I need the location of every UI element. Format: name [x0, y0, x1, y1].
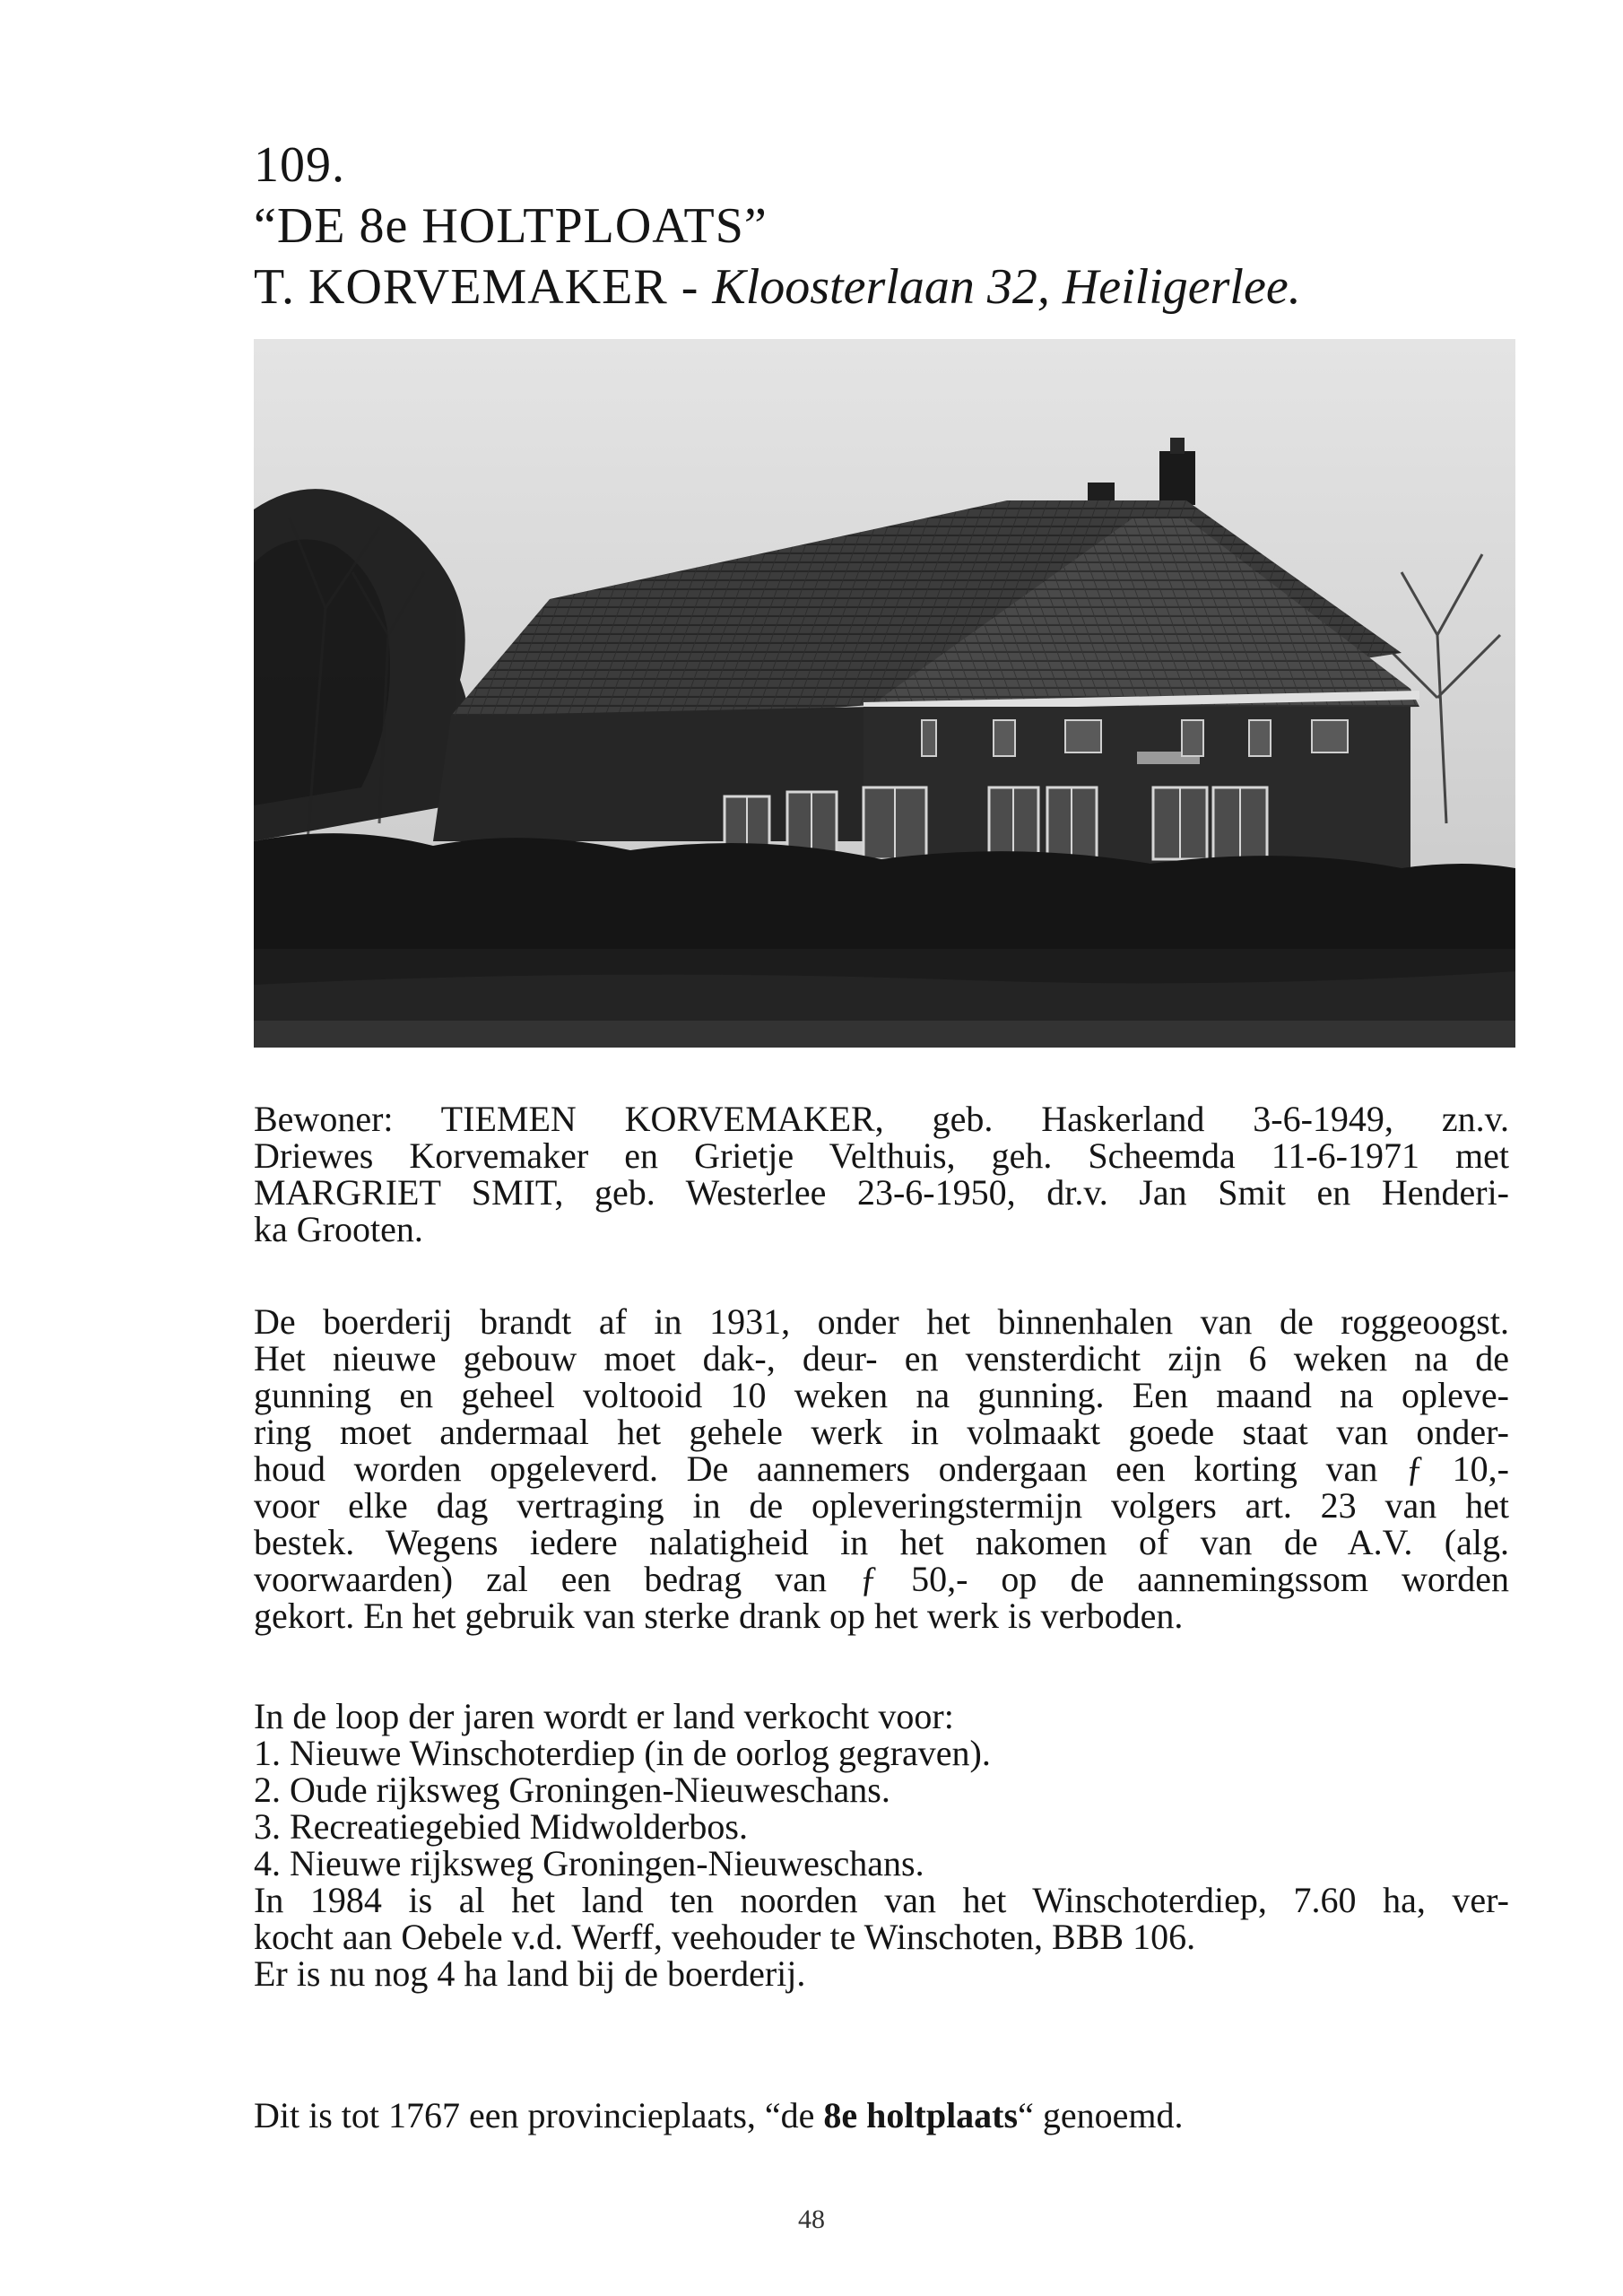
- text-line: Driewes Korvemaker en Grietje Velthuis, geh. Scheemda 11-6-1971 met: [254, 1135, 1509, 1176]
- text-line: MARGRIET SMIT, geb. Westerlee 23-6-1950, dr.v. Jan Smit en Henderi-: [254, 1172, 1509, 1213]
- closing-text-before: Dit is tot 1767 een provincieplaats, “de: [254, 2095, 824, 2135]
- owner-address: Kloosterlaan 32, Heiligerlee.: [712, 259, 1301, 315]
- closing-text-after: “ genoemd.: [1018, 2095, 1184, 2135]
- text-line: gekort. En het gebruik van sterke drank op het werk is verboden.: [254, 1596, 1184, 1636]
- text-line: In 1984 is al het land ten noorden van het Winschoterdiep, 7.60 ha, ver-: [254, 1880, 1509, 1920]
- list-item: 2. Oude rijksweg Groningen-Nieuweschans.: [254, 1770, 890, 1810]
- text-line: ka Grooten.: [254, 1209, 423, 1249]
- text-line: [254, 2097, 1509, 2134]
- text-line: voor elke dag vertraging in de opleveringstermijn volgers art. 23 van het: [254, 1485, 1509, 1526]
- farmhouse-photo-graphic: [254, 339, 1515, 1048]
- owner-name: T. KORVEMAKER: [254, 259, 668, 315]
- text-line: Er is nu nog 4 ha land bij de boerderij.: [254, 1953, 806, 1994]
- history-paragraph: [254, 1303, 1509, 1634]
- text-line: kocht aan Oebele v.d. Werff, veehouder te Winschoten, BBB 106.: [254, 1917, 1196, 1957]
- text-line: bestek. Wegens iedere nalatigheid in het nakomen of van de A.V. (alg.: [254, 1522, 1509, 1562]
- text-line: gunning en geheel voltooid 10 weken na gunning. Een maand na opleve-: [254, 1375, 1509, 1415]
- text-line: ring moet andermaal het gehele werk in volmaakt goede staat van onder-: [254, 1412, 1509, 1452]
- farm-name: “DE 8e HOLTPLOATS”: [254, 198, 768, 254]
- list-item: 1. Nieuwe Winschoterdiep (in de oorlog gegraven).: [254, 1733, 991, 1773]
- closing-text-bold: 8e holtplaats: [823, 2095, 1019, 2135]
- entry-number: 109.: [254, 137, 345, 193]
- entry-heading: [254, 135, 1419, 317]
- land-sales-paragraph: [254, 1698, 1509, 1992]
- text-line: In de loop der jaren wordt er land verkocht voor:: [254, 1696, 954, 1736]
- text-line: De boerderij brandt af in 1931, onder het binnenhalen van de roggeoogst.: [254, 1301, 1509, 1342]
- list-item: 3. Recreatiegebied Midwolderbos.: [254, 1806, 748, 1847]
- text-line: Bewoner: TIEMEN KORVEMAKER, geb. Haskerland 3-6-1949, zn.v.: [254, 1099, 1509, 1139]
- text-line: voorwaarden) zal een bedrag van ƒ 50,- op de aannemingssom worden: [254, 1559, 1509, 1599]
- list-item: 4. Nieuwe rijksweg Groningen-Nieuweschans.: [254, 1843, 924, 1883]
- owner-separator: -: [667, 259, 713, 315]
- text-line: houd worden opgeleverd. De aannemers ondergaan een korting van ƒ 10,-: [254, 1448, 1509, 1489]
- closing-line: [254, 2097, 1509, 2134]
- residents-paragraph: [254, 1100, 1509, 1248]
- owner-line: [254, 257, 1419, 317]
- farmhouse-photo: [254, 339, 1515, 1048]
- text-line: Het nieuwe gebouw moet dak-, deur- en vensterdicht zijn 6 weken na de: [254, 1338, 1509, 1378]
- page-number: 48: [798, 2205, 825, 2234]
